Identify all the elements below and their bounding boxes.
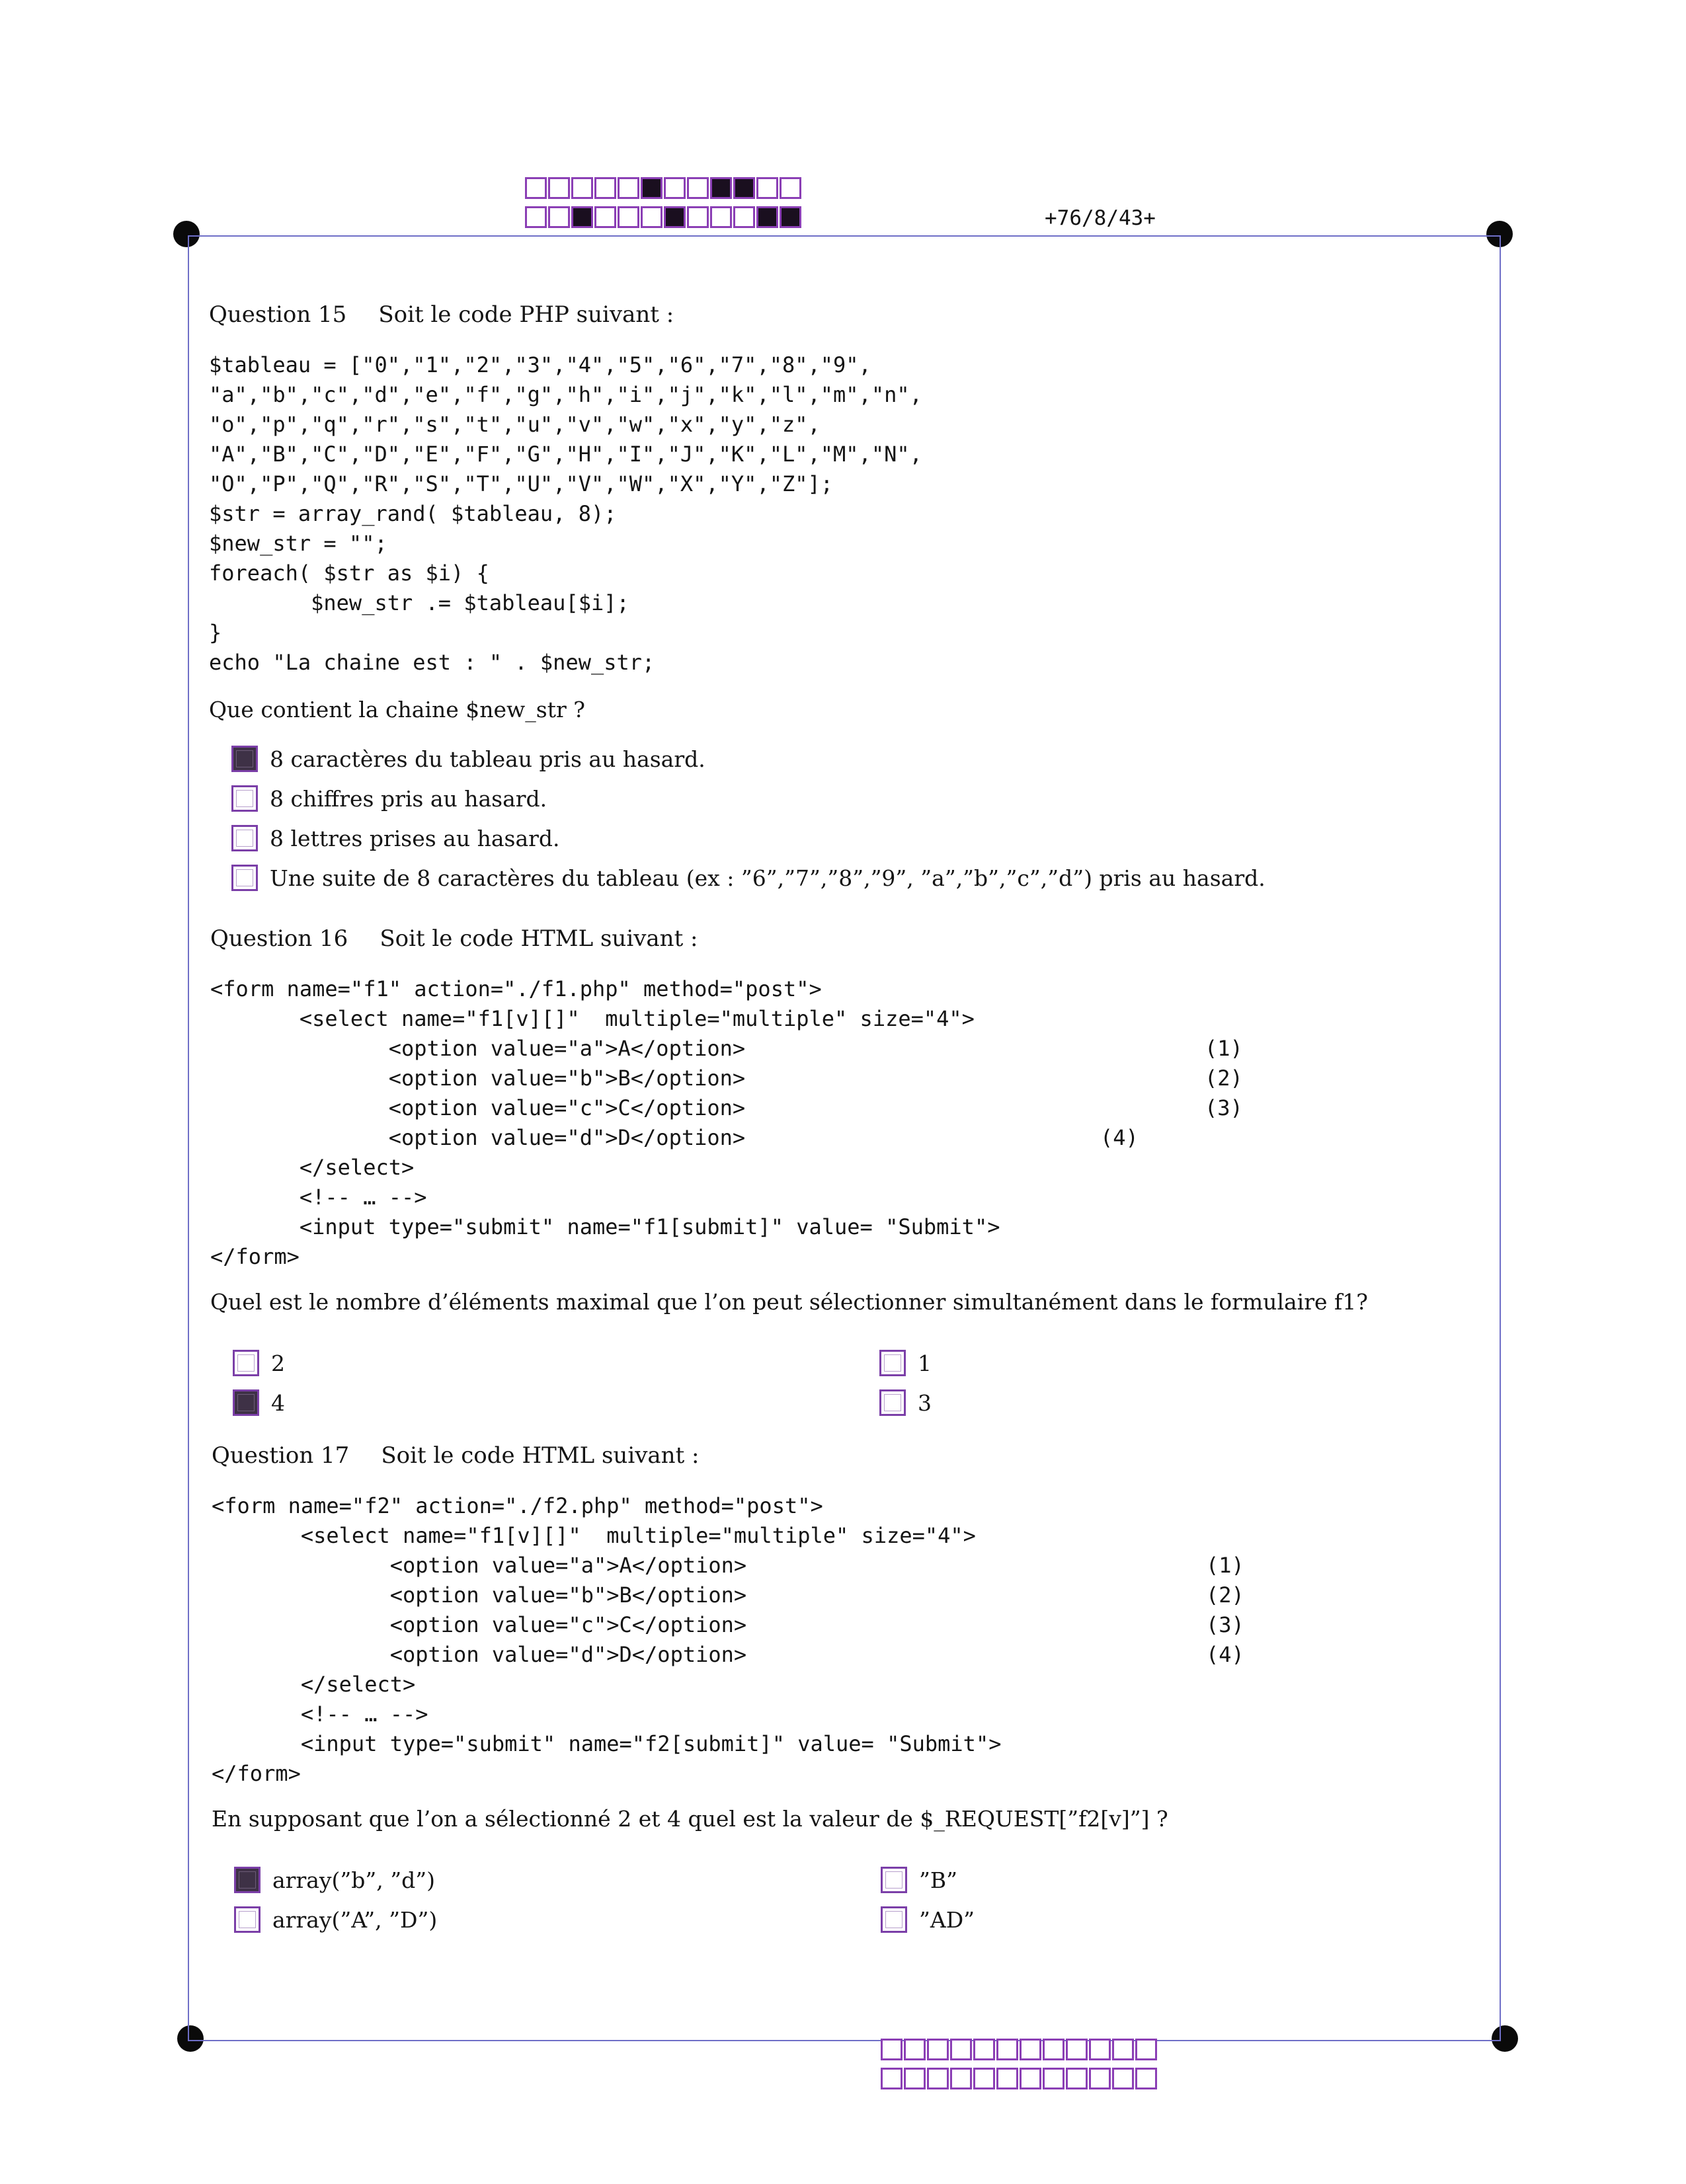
- code-line-note: (3): [1205, 1095, 1243, 1120]
- code-grid-cell: [1112, 2039, 1134, 2060]
- code-grid-cell: [641, 177, 662, 199]
- code-line-note: (2): [1206, 1582, 1244, 1608]
- code-line-note: (1): [1206, 1553, 1244, 1578]
- code-grid-cell: [548, 206, 570, 228]
- answer-label: 3: [918, 1389, 932, 1416]
- answer-checkbox[interactable]: [231, 825, 258, 851]
- code-grid-cell: [641, 206, 662, 228]
- code-grid-cell: [881, 2068, 903, 2089]
- code-grid-cell: [881, 2039, 903, 2060]
- question-number: Question 16: [210, 925, 348, 952]
- question-16-option-3[interactable]: [879, 1389, 932, 1416]
- answer-label: ”AD”: [919, 1906, 975, 1933]
- answer-label: array(”A”, ”D”): [272, 1906, 438, 1933]
- code-grid-cell: [1020, 2039, 1041, 2060]
- question-15-php-code: $tableau = ["0","1","2","3","4","5","6","7","8","9", "a","b","c","d","e","f","g","h","i","j","k","l","m","n", "o","p","q","r","s","t","u","v","w","x","y","z", "A","B","C","D","E","F","G","H","I","J","K","L","M","N", "O","P","Q","R","S","T","U","V","W","X","Y","Z"]; $str = array_rand( $tableau, 8); $new_str = ""; foreach( $str as $i) { $new_str .= $tableau[$i]; } echo "La chaine est : " . $new_str;: [209, 352, 922, 675]
- code-grid-cell: [687, 177, 709, 199]
- code-line-note: (2): [1205, 1066, 1243, 1091]
- code-grid-cell: [664, 206, 686, 228]
- code-grid-cell: [780, 206, 801, 228]
- code-grid-top-row-2: [525, 206, 803, 228]
- code-grid-top-row-1: [525, 177, 803, 199]
- code-grid-cell: [904, 2068, 926, 2089]
- answer-checkbox[interactable]: [234, 1906, 261, 1933]
- code-grid-cell: [733, 177, 755, 199]
- question-16-html-code: <form name="f1" action="./f1.php" method="post"> <select name="f1[v][]" multiple="multiple" size="4"> <option value="a">A</option> <option value="b">B</option> <option value="c">C</option> <option value="d">D</option> </select> <!-- … --> <input type="submit" name="f1[submit]" value= "Submit"> </form>: [210, 976, 1000, 1269]
- code-grid-cell: [618, 177, 639, 199]
- question-intro: Soit le code HTML suivant :: [381, 1442, 700, 1469]
- code-line-note: (4): [1206, 1642, 1244, 1667]
- code-grid-cell: [950, 2039, 972, 2060]
- code-grid-cell: [548, 177, 570, 199]
- code-grid-cell: [664, 177, 686, 199]
- code-grid-cell: [594, 206, 616, 228]
- question-17-option-array-a-d[interactable]: [234, 1906, 437, 1933]
- answer-checkbox[interactable]: [881, 1867, 907, 1893]
- question-15-option-2[interactable]: [231, 785, 547, 812]
- code-grid-cell: [780, 177, 801, 199]
- question-17-html-code: <form name="f2" action="./f2.php" method="post"> <select name="f1[v][]" multiple="multiple" size="4"> <option value="a">A</option> <option value="b">B</option> <option value="c">C</option> <option value="d">D</option> </select> <!-- … --> <input type="submit" name="f2[submit]" value= "Submit"> </form>: [212, 1493, 1002, 1786]
- code-line-note: (4): [1100, 1125, 1139, 1150]
- code-grid-cell: [756, 177, 778, 199]
- answer-label: 4: [271, 1389, 285, 1416]
- question-15-option-4[interactable]: [231, 865, 1265, 891]
- code-grid-cell: [1089, 2039, 1111, 2060]
- code-grid-cell: [1112, 2068, 1134, 2089]
- question-17-prompt: En supposant que l’on a sélectionné 2 et 4 quel est la valeur de $_REQUEST[”f2[v]”] ?: [212, 1806, 1168, 1832]
- question-16-option-2[interactable]: [233, 1350, 285, 1376]
- question-15-option-3[interactable]: [231, 825, 560, 851]
- question-17-option-b[interactable]: [881, 1867, 957, 1893]
- question-16-option-1[interactable]: [879, 1350, 932, 1376]
- answer-label: ”B”: [919, 1867, 957, 1893]
- question-number: Question 17: [212, 1442, 350, 1469]
- answer-label: 1: [918, 1350, 932, 1376]
- code-grid-cell: [973, 2068, 995, 2089]
- code-grid-cell: [996, 2068, 1018, 2089]
- code-grid-cell: [525, 206, 547, 228]
- answer-label: 8 chiffres pris au hasard.: [270, 785, 547, 812]
- question-number: Question 15: [209, 301, 347, 328]
- code-grid-cell: [1066, 2068, 1088, 2089]
- answer-checkbox[interactable]: [881, 1906, 907, 1933]
- code-grid-cell: [1135, 2068, 1157, 2089]
- question-intro: Soit le code HTML suivant :: [380, 925, 698, 952]
- code-grid-cell: [525, 177, 547, 199]
- code-line-note: (1): [1205, 1036, 1243, 1061]
- code-grid-cell: [571, 177, 593, 199]
- code-grid-cell: [950, 2068, 972, 2089]
- code-grid-cell: [973, 2039, 995, 2060]
- code-grid-cell: [710, 177, 732, 199]
- question-intro: Soit le code PHP suivant :: [378, 301, 674, 328]
- code-grid-cell: [1043, 2039, 1064, 2060]
- code-grid-cell: [927, 2039, 949, 2060]
- question-15-prompt: Que contient la chaine $new_str ?: [209, 697, 585, 722]
- answer-label: array(”b”, ”d”): [272, 1867, 436, 1893]
- code-grid-cell: [1043, 2068, 1064, 2089]
- answer-checkbox[interactable]: [233, 1350, 259, 1376]
- code-line-note: (3): [1206, 1612, 1244, 1637]
- question-15-option-1[interactable]: [231, 746, 705, 772]
- answer-checkbox[interactable]: [879, 1389, 906, 1416]
- code-grid-cell: [756, 206, 778, 228]
- question-16-title: [210, 925, 698, 952]
- code-grid-cell: [594, 177, 616, 199]
- question-16-option-4[interactable]: [233, 1389, 285, 1416]
- answer-label: 8 lettres prises au hasard.: [270, 825, 560, 851]
- answer-checkbox[interactable]: [231, 785, 258, 812]
- code-grid-cell: [571, 206, 593, 228]
- answer-label: Une suite de 8 caractères du tableau (ex : ”6”,”7”,”8”,”9”, ”a”,”b”,”c”,”d”) pris au hasard.: [270, 865, 1265, 891]
- code-grid-cell: [733, 206, 755, 228]
- code-grid-bottom-row-2: [881, 2068, 1158, 2089]
- question-15-title: [209, 301, 674, 328]
- code-grid-bottom-row-1: [881, 2039, 1158, 2060]
- page-id-code: +76/8/43+: [1045, 206, 1156, 230]
- answer-label: 2: [271, 1350, 285, 1376]
- question-17-title: [212, 1442, 700, 1469]
- code-grid-cell: [618, 206, 639, 228]
- code-grid-cell: [710, 206, 732, 228]
- answer-checkbox[interactable]: [879, 1350, 906, 1376]
- answer-checkbox[interactable]: [233, 1389, 259, 1416]
- code-grid-cell: [687, 206, 709, 228]
- code-grid-cell: [1135, 2039, 1157, 2060]
- answer-label: 8 caractères du tableau pris au hasard.: [270, 746, 705, 772]
- answer-checkbox[interactable]: [231, 865, 258, 891]
- code-grid-cell: [1066, 2039, 1088, 2060]
- question-16-prompt: Quel est le nombre d’éléments maximal que l’on peut sélectionner simultanément dans le formulaire f1?: [210, 1289, 1368, 1315]
- code-grid-cell: [996, 2039, 1018, 2060]
- question-17-option-array-b-d[interactable]: [234, 1867, 435, 1893]
- answer-checkbox[interactable]: [234, 1867, 261, 1893]
- code-grid-cell: [904, 2039, 926, 2060]
- code-grid-cell: [1089, 2068, 1111, 2089]
- code-grid-cell: [927, 2068, 949, 2089]
- code-grid-cell: [1020, 2068, 1041, 2089]
- question-17-option-ad[interactable]: [881, 1906, 975, 1933]
- answer-checkbox[interactable]: [231, 746, 258, 772]
